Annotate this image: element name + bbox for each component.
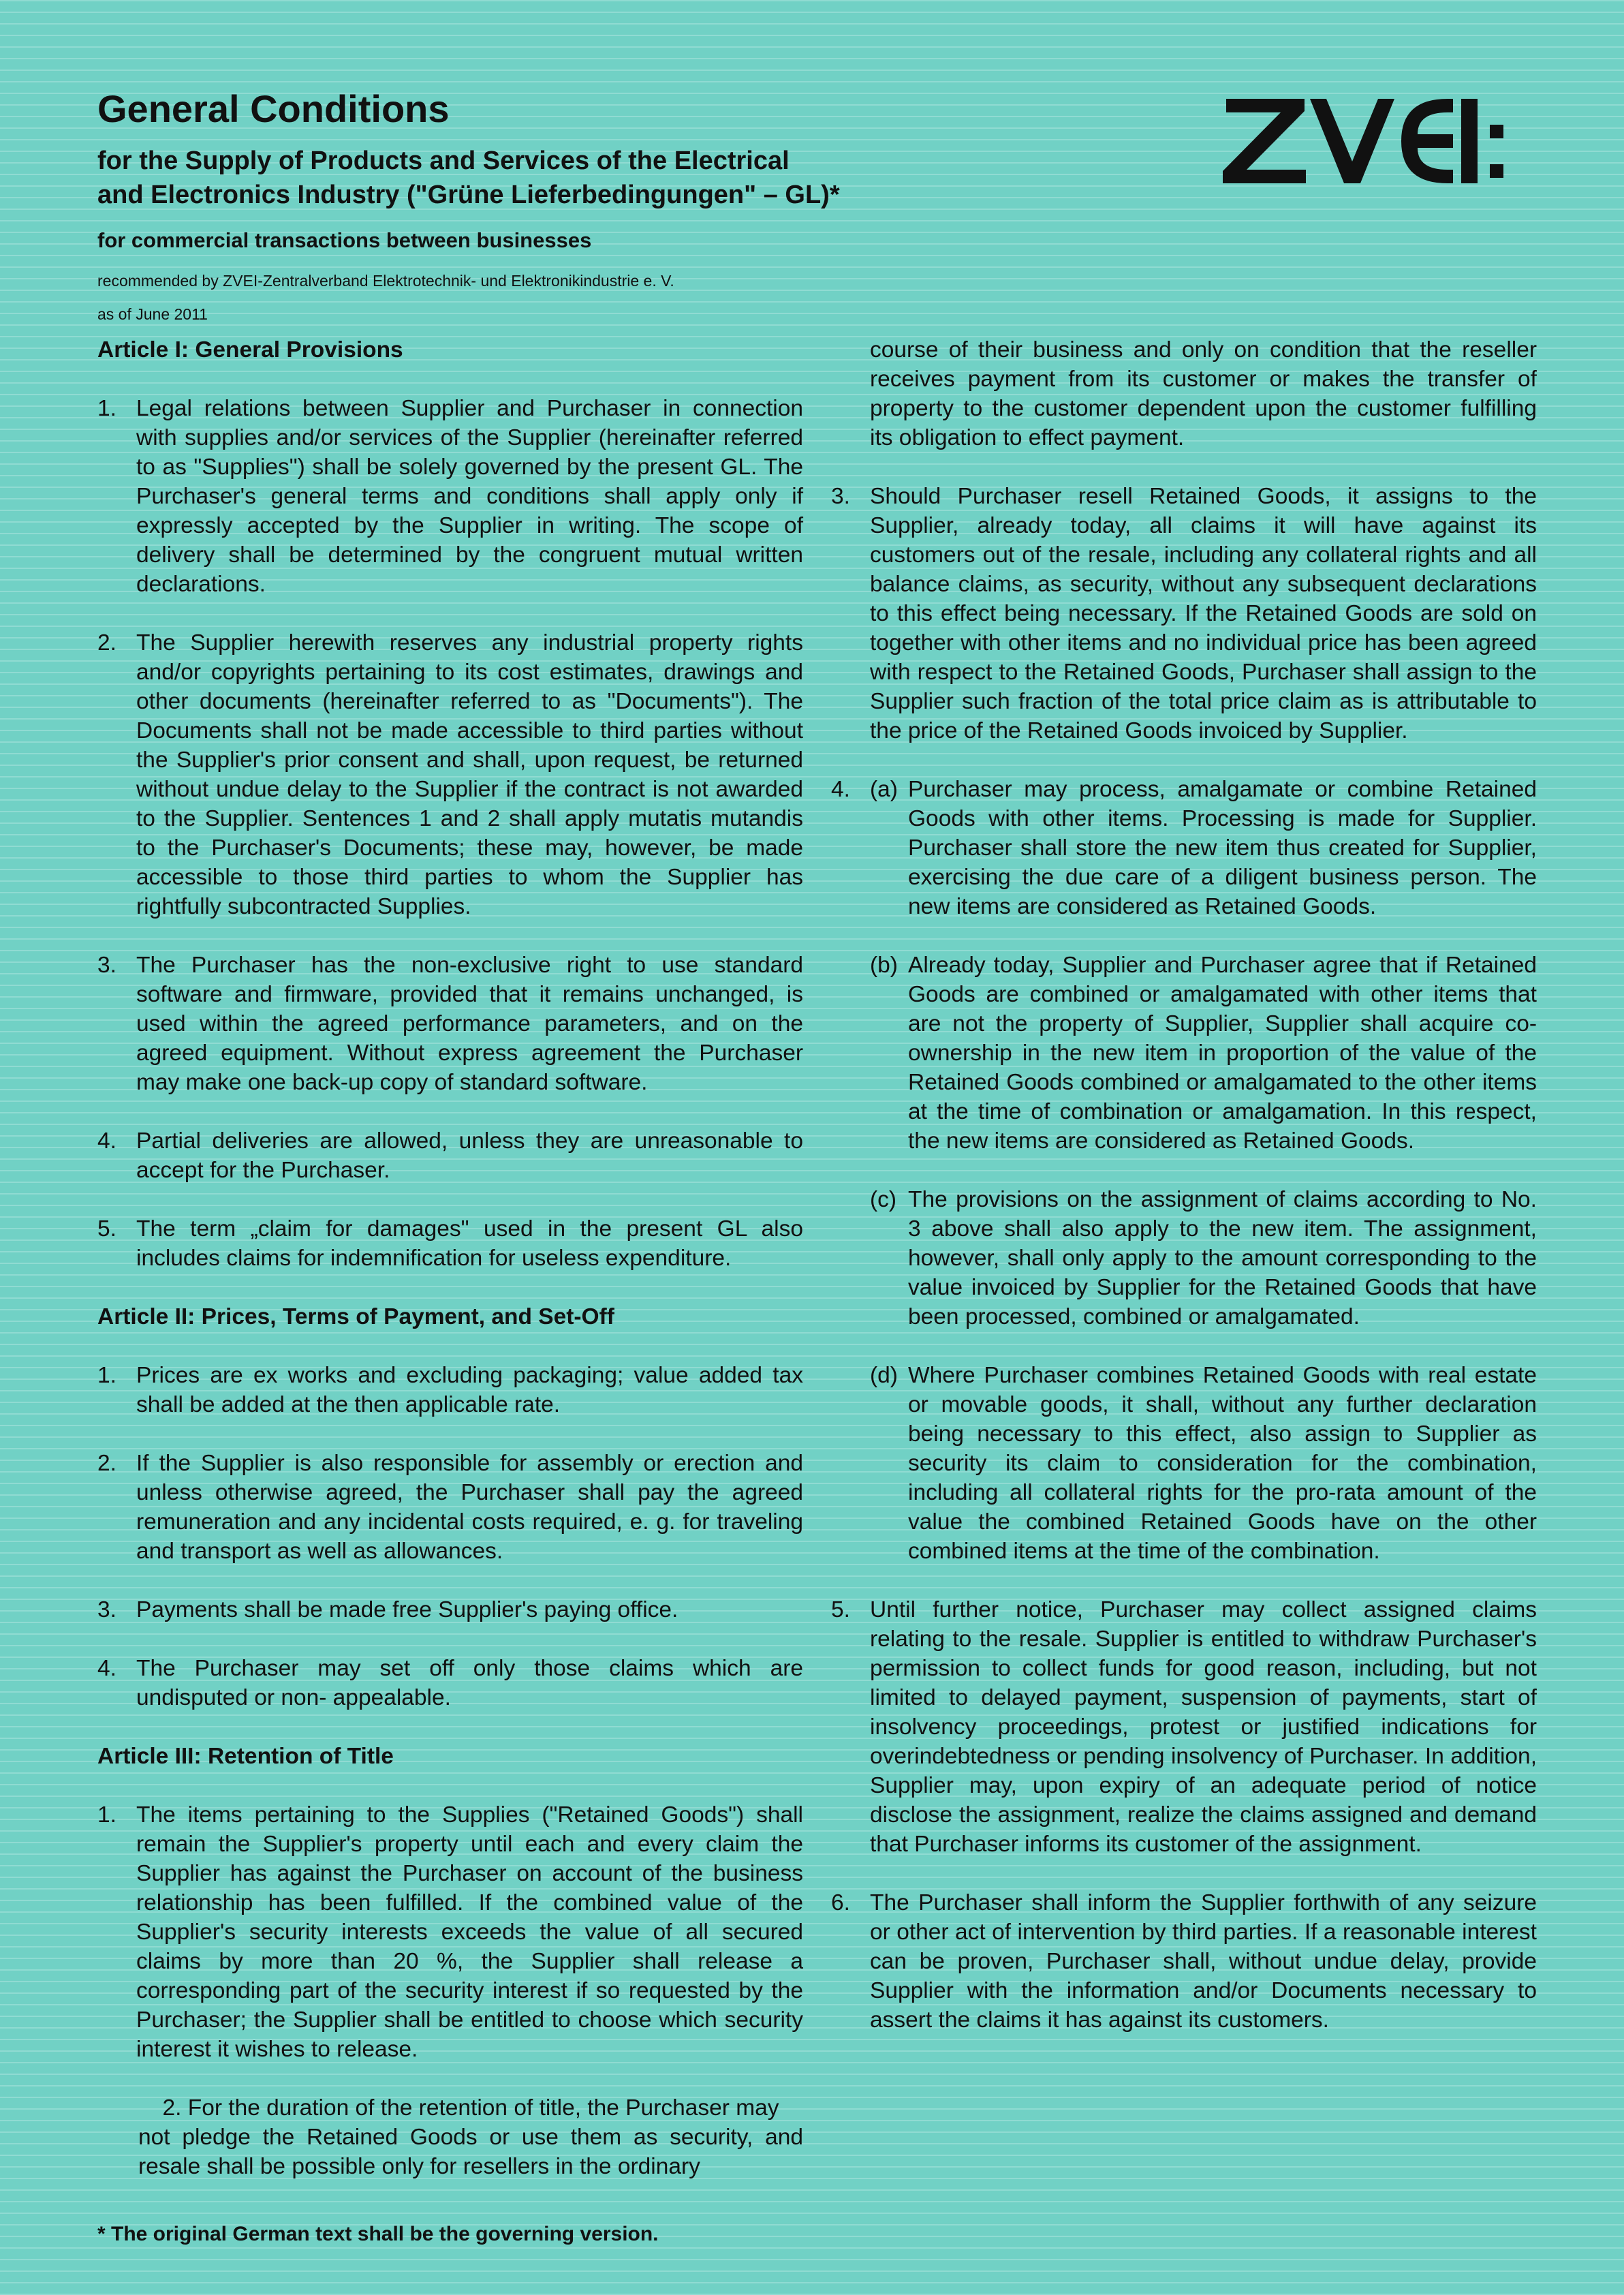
- article-3-item: [97, 1800, 803, 2064]
- item-number: 6.: [831, 1890, 850, 1915]
- item-text: The Purchaser shall inform the Supplier forthwith of any seizure or other act of intervention by third parties. If a reasonable interest can be proven, Purchaser shall, without undue delay, provide Supplier with the information and/or Documents necessary to assert the claims it has against its customers.: [870, 1890, 1537, 2033]
- article-3-item-4d: [831, 1361, 1537, 1566]
- item-number: 5.: [831, 1597, 850, 1622]
- item-text: The Purchaser may set off only those claims which are undisputed or non- appealable.: [136, 1656, 803, 1710]
- sub-item-text: Where Purchaser combines Retained Goods with real estate or movable goods, it shall, without any further declaration being necessary to this effect, also assign to Supplier as security its claim to consideration for the combination, including all collateral rights for the pro-rata amount of the value the combined Retained Goods have on the other combined items at the time of the combination.: [908, 1363, 1537, 1564]
- subtitle-line-2: and Electronics Industry ("Grüne Lieferbedingungen" – GL)*: [97, 180, 840, 209]
- item-number: 1.: [97, 1363, 116, 1388]
- article-3-item-4c: [831, 1185, 1537, 1331]
- article-2-item: [97, 1449, 803, 1566]
- item-number: 4.: [97, 1128, 116, 1154]
- footnote: * The original German text shall be the governing version.: [97, 2223, 659, 2245]
- item-text: Partial deliveries are allowed, unless they are unreasonable to accept for the Purchaser.: [136, 1128, 803, 1183]
- article-3-item: [831, 482, 1537, 745]
- item-text: Until further notice, Purchaser may collect assigned claims relating to the resale. Supplier is entitled to withdraw Purchaser's permission to collect funds for good reason, including, but not limited to delayed payment, suspension of payments, start of insolvency proceedings, protest or justified indications for overindebtedness or pending insolvency of Purchaser. In addition, Supplier may, upon expiry of an adequate period of notice disclose the assignment, realize the claims assigned and demand that Purchaser informs its customer of the assignment.: [870, 1597, 1537, 1857]
- item-text: If the Supplier is also responsible for assembly or erection and unless otherwise agreed, the Purchaser shall pay the agreed remuneration and any incidental costs required, e. g. for traveling and transport as well as allowances.: [136, 1451, 803, 1564]
- article-3-heading: Article III: Retention of Title: [97, 1744, 394, 1769]
- article-3-item-2-continued: course of their business and only on condition that the reseller receives payment from its customer or makes the transfer of property to the customer dependent upon the customer fulfilling its obligation to effect payment.: [870, 337, 1537, 450]
- item-number: 4.: [831, 777, 850, 802]
- article-3-item: [831, 1595, 1537, 1859]
- article-3-item-4b: [831, 951, 1537, 1156]
- right-column: [831, 335, 1537, 2064]
- article-1-heading: Article I: General Provisions: [97, 337, 403, 363]
- item-number: 2.: [97, 630, 116, 656]
- subtitle-line-1: for the Supply of Products and Services of the Electrical: [97, 147, 790, 176]
- item-text: Should Purchaser resell Retained Goods, it assigns to the Supplier, already today, all claims it will have against its customers out of the resale, including any collateral rights and all balance claims, as security, without any subsequent declarations to this effect being necessary. If the Retained Goods are sold on together with other items and no individual price has been agreed with respect to the Retained Goods, Purchaser shall assign to the Supplier such fraction of the total price claim as is attributable to the price of the Retained Goods invoiced by Supplier.: [870, 484, 1537, 743]
- item-text: The items pertaining to the Supplies ("Retained Goods") shall remain the Supplier's property until each and every claim the Supplier has against the Purchaser on account of the business relationship has been fulfilled. If the combined value of the Supplier's security interests exceeds the value of all secured claims by more than 20 %, the Supplier shall release a corresponding part of the security interest if so requested by the Purchaser; the Supplier shall be entitled to choose which security interest it wishes to release.: [136, 1802, 803, 2062]
- article-3-item-4a: [831, 775, 1537, 921]
- left-column: [97, 335, 803, 2181]
- article-2-item: [97, 1361, 803, 1419]
- sub-item-text: Purchaser may process, amalgamate or combine Retained Goods with other items. Processing is made for Supplier. Purchaser shall store the new item thus created for Supplier, exercising the due care of a diligent business person. The new items are considered as Retained Goods.: [908, 777, 1537, 919]
- article-3-item: [831, 1888, 1537, 2035]
- item-text: The Supplier herewith reserves any industrial property rights and/or copyrights pertaining to its cost estimates, drawings and other documents (hereinafter referred to as "Documents"). The Documents shall not be made accessible to third parties without the Supplier's prior consent and shall, upon request, be returned without undue delay to the Supplier if the contract is not awarded to the Supplier. Sentences 1 and 2 shall apply mutatis mutandis to the Purchaser's Documents; these may, however, be made accessible to those third parties to whom the Supplier has rightfully subcontracted Supplies.: [136, 630, 803, 919]
- item-number: 1.: [97, 1802, 116, 1828]
- sub-item-letter: (b): [870, 953, 898, 978]
- sub-item-letter: (d): [870, 1363, 898, 1388]
- sub-item-text: Already today, Supplier and Purchaser agree that if Retained Goods are combined or amalgamated with other items that are not the property of Supplier, Supplier shall acquire co-ownership in the new item in proportion of the value of the Retained Goods combined or amalgamated to the other items at the time of combination or amalgamation. In this respect, the new items are considered as Retained Goods.: [908, 953, 1537, 1154]
- sub-item-letter: (a): [870, 777, 898, 802]
- article-3-item-2-heading: 2. For the duration of the retention of title, the Purchaser may: [162, 2095, 779, 2121]
- article-2-item: [97, 1654, 803, 1712]
- item-number: 3.: [97, 1597, 116, 1622]
- document-header: [97, 87, 1119, 339]
- article-2-heading: Article II: Prices, Terms of Payment, and Set-Off: [97, 1304, 614, 1329]
- article-3-item-2-text: not pledge the Retained Goods or use them as security, and resale shall be possible only for resellers in the ordinary: [138, 2125, 803, 2179]
- recommended-by: recommended by ZVEI-Zentralverband Elektrotechnik- und Elektronikindustrie e. V.: [97, 272, 674, 290]
- document-title: General Conditions: [97, 87, 450, 130]
- item-number: 2.: [97, 1451, 116, 1476]
- item-number: 1.: [97, 396, 116, 421]
- item-number: 4.: [97, 1656, 116, 1681]
- item-text: Payments shall be made free Supplier's paying office.: [136, 1597, 678, 1622]
- article-1-item: [97, 394, 803, 599]
- document-subtitle: [97, 144, 1119, 212]
- zvei-logo: [1223, 93, 1529, 189]
- transaction-type: for commercial transactions between businesses: [97, 228, 592, 253]
- item-number: 3.: [97, 953, 116, 978]
- article-1-item: [97, 628, 803, 921]
- sub-item-text: The provisions on the assignment of claims according to No. 3 above shall also apply to the new item. The assignment, however, shall only apply to the amount corresponding to the value invoiced by Supplier for the Retained Goods that have been processed, combined or amalgamated.: [908, 1187, 1537, 1329]
- item-text: The term „claim for damages" used in the present GL also includes claims for indemnification for useless expenditure.: [136, 1216, 803, 1271]
- item-number: 5.: [97, 1216, 116, 1242]
- article-1-item: [97, 951, 803, 1097]
- item-number: 3.: [831, 484, 850, 509]
- sub-item-letter: (c): [870, 1187, 897, 1212]
- article-1-item: [97, 1214, 803, 1273]
- item-text: Legal relations between Supplier and Purchaser in connection with supplies and/or services of the Supplier (hereinafter referred to as "Supplies") shall be solely governed by the present GL. The Purchaser's general terms and conditions shall apply only if expressly accepted by the Supplier in writing. The scope of delivery shall be determined by the congruent mutual written declarations.: [136, 396, 803, 597]
- article-2-item: [97, 1595, 803, 1624]
- item-text: Prices are ex works and excluding packaging; value added tax shall be added at the then applicable rate.: [136, 1363, 803, 1417]
- item-text: The Purchaser has the non-exclusive right to use standard software and firmware, provided that it remains unchanged, is used within the agreed performance parameters, and on the agreed equipment. Without express agreement the Purchaser may make one back-up copy of standard software.: [136, 953, 803, 1095]
- article-1-item: [97, 1126, 803, 1185]
- document-date: as of June 2011: [97, 305, 208, 324]
